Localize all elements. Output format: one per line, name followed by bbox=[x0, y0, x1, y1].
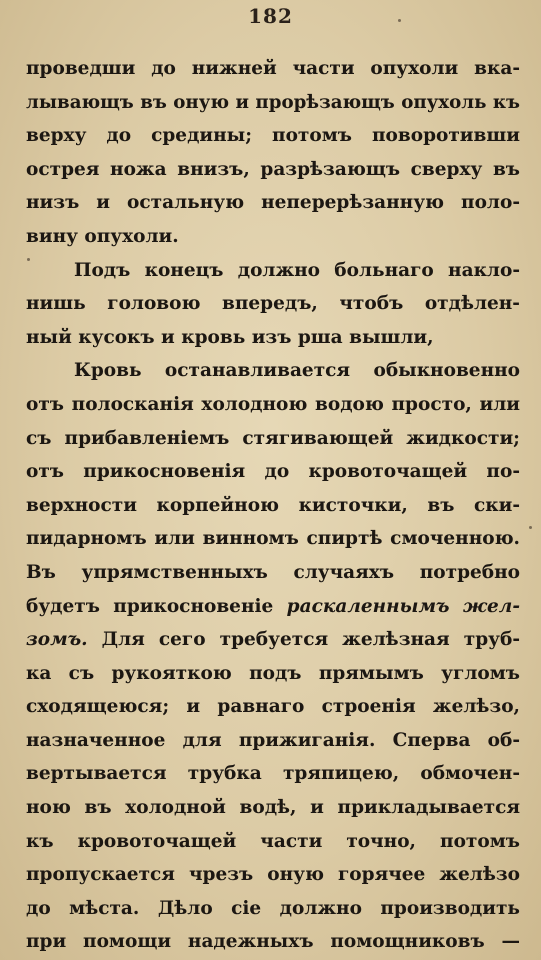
page-number: 182 bbox=[248, 4, 293, 28]
text-line bbox=[26, 623, 520, 657]
text-line: Подъ конецъ должно больнаго накло- bbox=[74, 259, 520, 281]
text-line: вертывается трубка тряпицею, обмочен- bbox=[26, 763, 520, 785]
emphasized-text: раскаленнымъ жел- bbox=[286, 595, 520, 617]
text-line: ною въ холодной водѣ, и прикладывается bbox=[26, 797, 520, 819]
text-line: къ кровоточащей части точно, потомъ bbox=[26, 830, 520, 852]
text-line: проведши до нижней части опухоли вка- bbox=[26, 58, 520, 79]
print-speck bbox=[529, 526, 532, 529]
text-line: острея ножа внизъ, разрѣзающъ сверху въ bbox=[26, 158, 520, 180]
text-line: пропускается чрезъ оную горячее желѣзо bbox=[26, 864, 520, 886]
text-line: вину опухоли. bbox=[26, 225, 179, 247]
text-segment: Для сего требуется желѣзная труб- bbox=[87, 629, 520, 651]
text-line: отъ прикосновенія до кровоточащей по- bbox=[26, 461, 520, 483]
text-line: до мѣста. Дѣло сіе должно производить bbox=[26, 897, 520, 919]
text-line: ка съ рукояткою подъ прямымъ угломъ bbox=[26, 662, 520, 684]
text-line: пидарномъ или винномъ спиртѣ смоченною. bbox=[26, 528, 520, 550]
text-line: отъ полосканія холодною водою просто, или bbox=[26, 393, 520, 415]
text-line: Въ упрямственныхъ случаяхъ потребно bbox=[26, 561, 520, 583]
text-line: назначенное для прижиганія. Сперва об- bbox=[26, 729, 520, 751]
text-line: верху до средины; потомъ поворотивши bbox=[26, 125, 520, 147]
emphasized-text: зомъ. bbox=[26, 629, 88, 651]
text-line: съ прибавленіемъ стягивающей жидкости; bbox=[26, 427, 520, 449]
text-line: лывающъ въ оную и прорѣзающъ опухоль къ bbox=[26, 91, 520, 113]
text-line: сходящеюся; и равнаго строенія желѣзо, bbox=[26, 696, 520, 718]
text-line bbox=[26, 590, 520, 624]
text-line: Кровь останавливается обыкновенно bbox=[74, 360, 520, 382]
text-line: нишь головою впередъ, чтобъ отдѣлен- bbox=[26, 293, 520, 315]
text-segment: будетъ прикосновеніе bbox=[26, 595, 287, 617]
body-text bbox=[26, 52, 520, 959]
print-speck bbox=[398, 19, 401, 22]
text-line: при помощи надежныхъ помощниковъ — bbox=[26, 931, 520, 953]
text-line: верхности корпейною кисточки, въ ски- bbox=[26, 494, 520, 516]
text-line: ный кусокъ и кровь изъ рша вышли, bbox=[26, 326, 434, 348]
text-line: низъ и остальную неперерѣзанную поло- bbox=[26, 192, 520, 214]
